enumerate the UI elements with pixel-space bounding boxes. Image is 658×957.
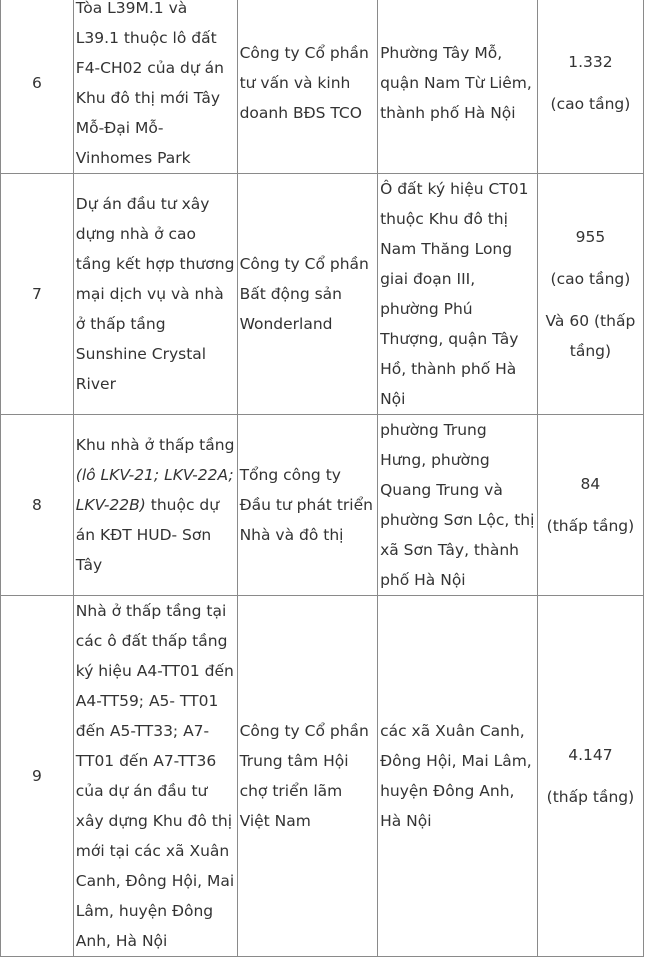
project-name: Nhà ở thấp tầng tại các ô đất thấp tầng ký hiệu A4-TT01 đến A4-TT59; A5- TT01 đến A5-TT33; A7-TT01 đến A7-TT36 của dự án đầu tư xây dựng Khu đô thị mới tại các xã Xuân Canh, Đông Hội, Mai Lâm, huyện Đông Anh, Hà Nội — [73, 596, 237, 957]
unit-count-cell — [537, 415, 643, 596]
unit-type: (cao tầng) — [550, 270, 631, 288]
unit-type: (thấp tầng) — [546, 788, 635, 806]
project-location: các xã Xuân Canh, Đông Hội, Mai Lâm, huyện Đông Anh, Hà Nội — [378, 596, 538, 957]
row-number: 6 — [1, 0, 74, 174]
unit-count-secondary: Và 60 (thấp tầng) — [545, 312, 636, 360]
table-row — [1, 596, 644, 957]
unit-type: (cao tầng) — [550, 95, 631, 113]
unit-count: 84 — [580, 475, 601, 493]
unit-count-cell — [537, 596, 643, 957]
project-location: phường Trung Hưng, phường Quang Trung và phường Sơn Lộc, thị xã Sơn Tây, thành phố Hà Nội — [378, 415, 538, 596]
row-number: 9 — [1, 596, 74, 957]
unit-count: 4.147 — [568, 746, 613, 764]
project-lots: (lô LKV-21; LKV-22A; LKV-22B) — [75, 466, 234, 514]
project-name: Tòa L39M.1 và L39.1 thuộc lô đất F4-CH02 của dự án Khu đô thị mới Tây Mỗ-Đại Mỗ-Vinhomes Park — [73, 0, 237, 174]
table-row — [1, 174, 644, 415]
investor-name: Công ty Cổ phần Bất động sản Wonderland — [237, 174, 378, 415]
project-name — [73, 415, 237, 596]
unit-count-cell — [537, 174, 643, 415]
unit-count-cell — [537, 0, 643, 174]
project-name-part: Khu nhà ở thấp tầng — [75, 436, 235, 454]
investor-name: Tổng công ty Đầu tư phát triển Nhà và đô thị — [237, 415, 378, 596]
table-row — [1, 0, 644, 174]
project-location: Phường Tây Mỗ, quận Nam Từ Liêm, thành phố Hà Nội — [378, 0, 538, 174]
unit-count: 955 — [575, 228, 606, 246]
unit-type: (thấp tầng) — [546, 517, 635, 535]
investor-name: Công ty Cổ phần tư vấn và kinh doanh BĐS TCO — [237, 0, 378, 174]
investor-name: Công ty Cổ phần Trung tâm Hội chợ triển lãm Việt Nam — [237, 596, 378, 957]
row-number: 7 — [1, 174, 74, 415]
project-name-part: thuộc dự án KĐT HUD- Sơn Tây — [75, 496, 220, 574]
project-location: Ô đất ký hiệu CT01 thuộc Khu đô thị Nam Thăng Long giai đoạn III, phường Phú Thượng, quận Tây Hồ, thành phố Hà Nội — [378, 174, 538, 415]
unit-count: 1.332 — [568, 53, 613, 71]
row-number: 8 — [1, 415, 74, 596]
project-name: Dự án đầu tư xây dựng nhà ở cao tầng kết hợp thương mại dịch vụ và nhà ở thấp tầng Sunshine Crystal River — [73, 174, 237, 415]
table-row — [1, 415, 644, 596]
